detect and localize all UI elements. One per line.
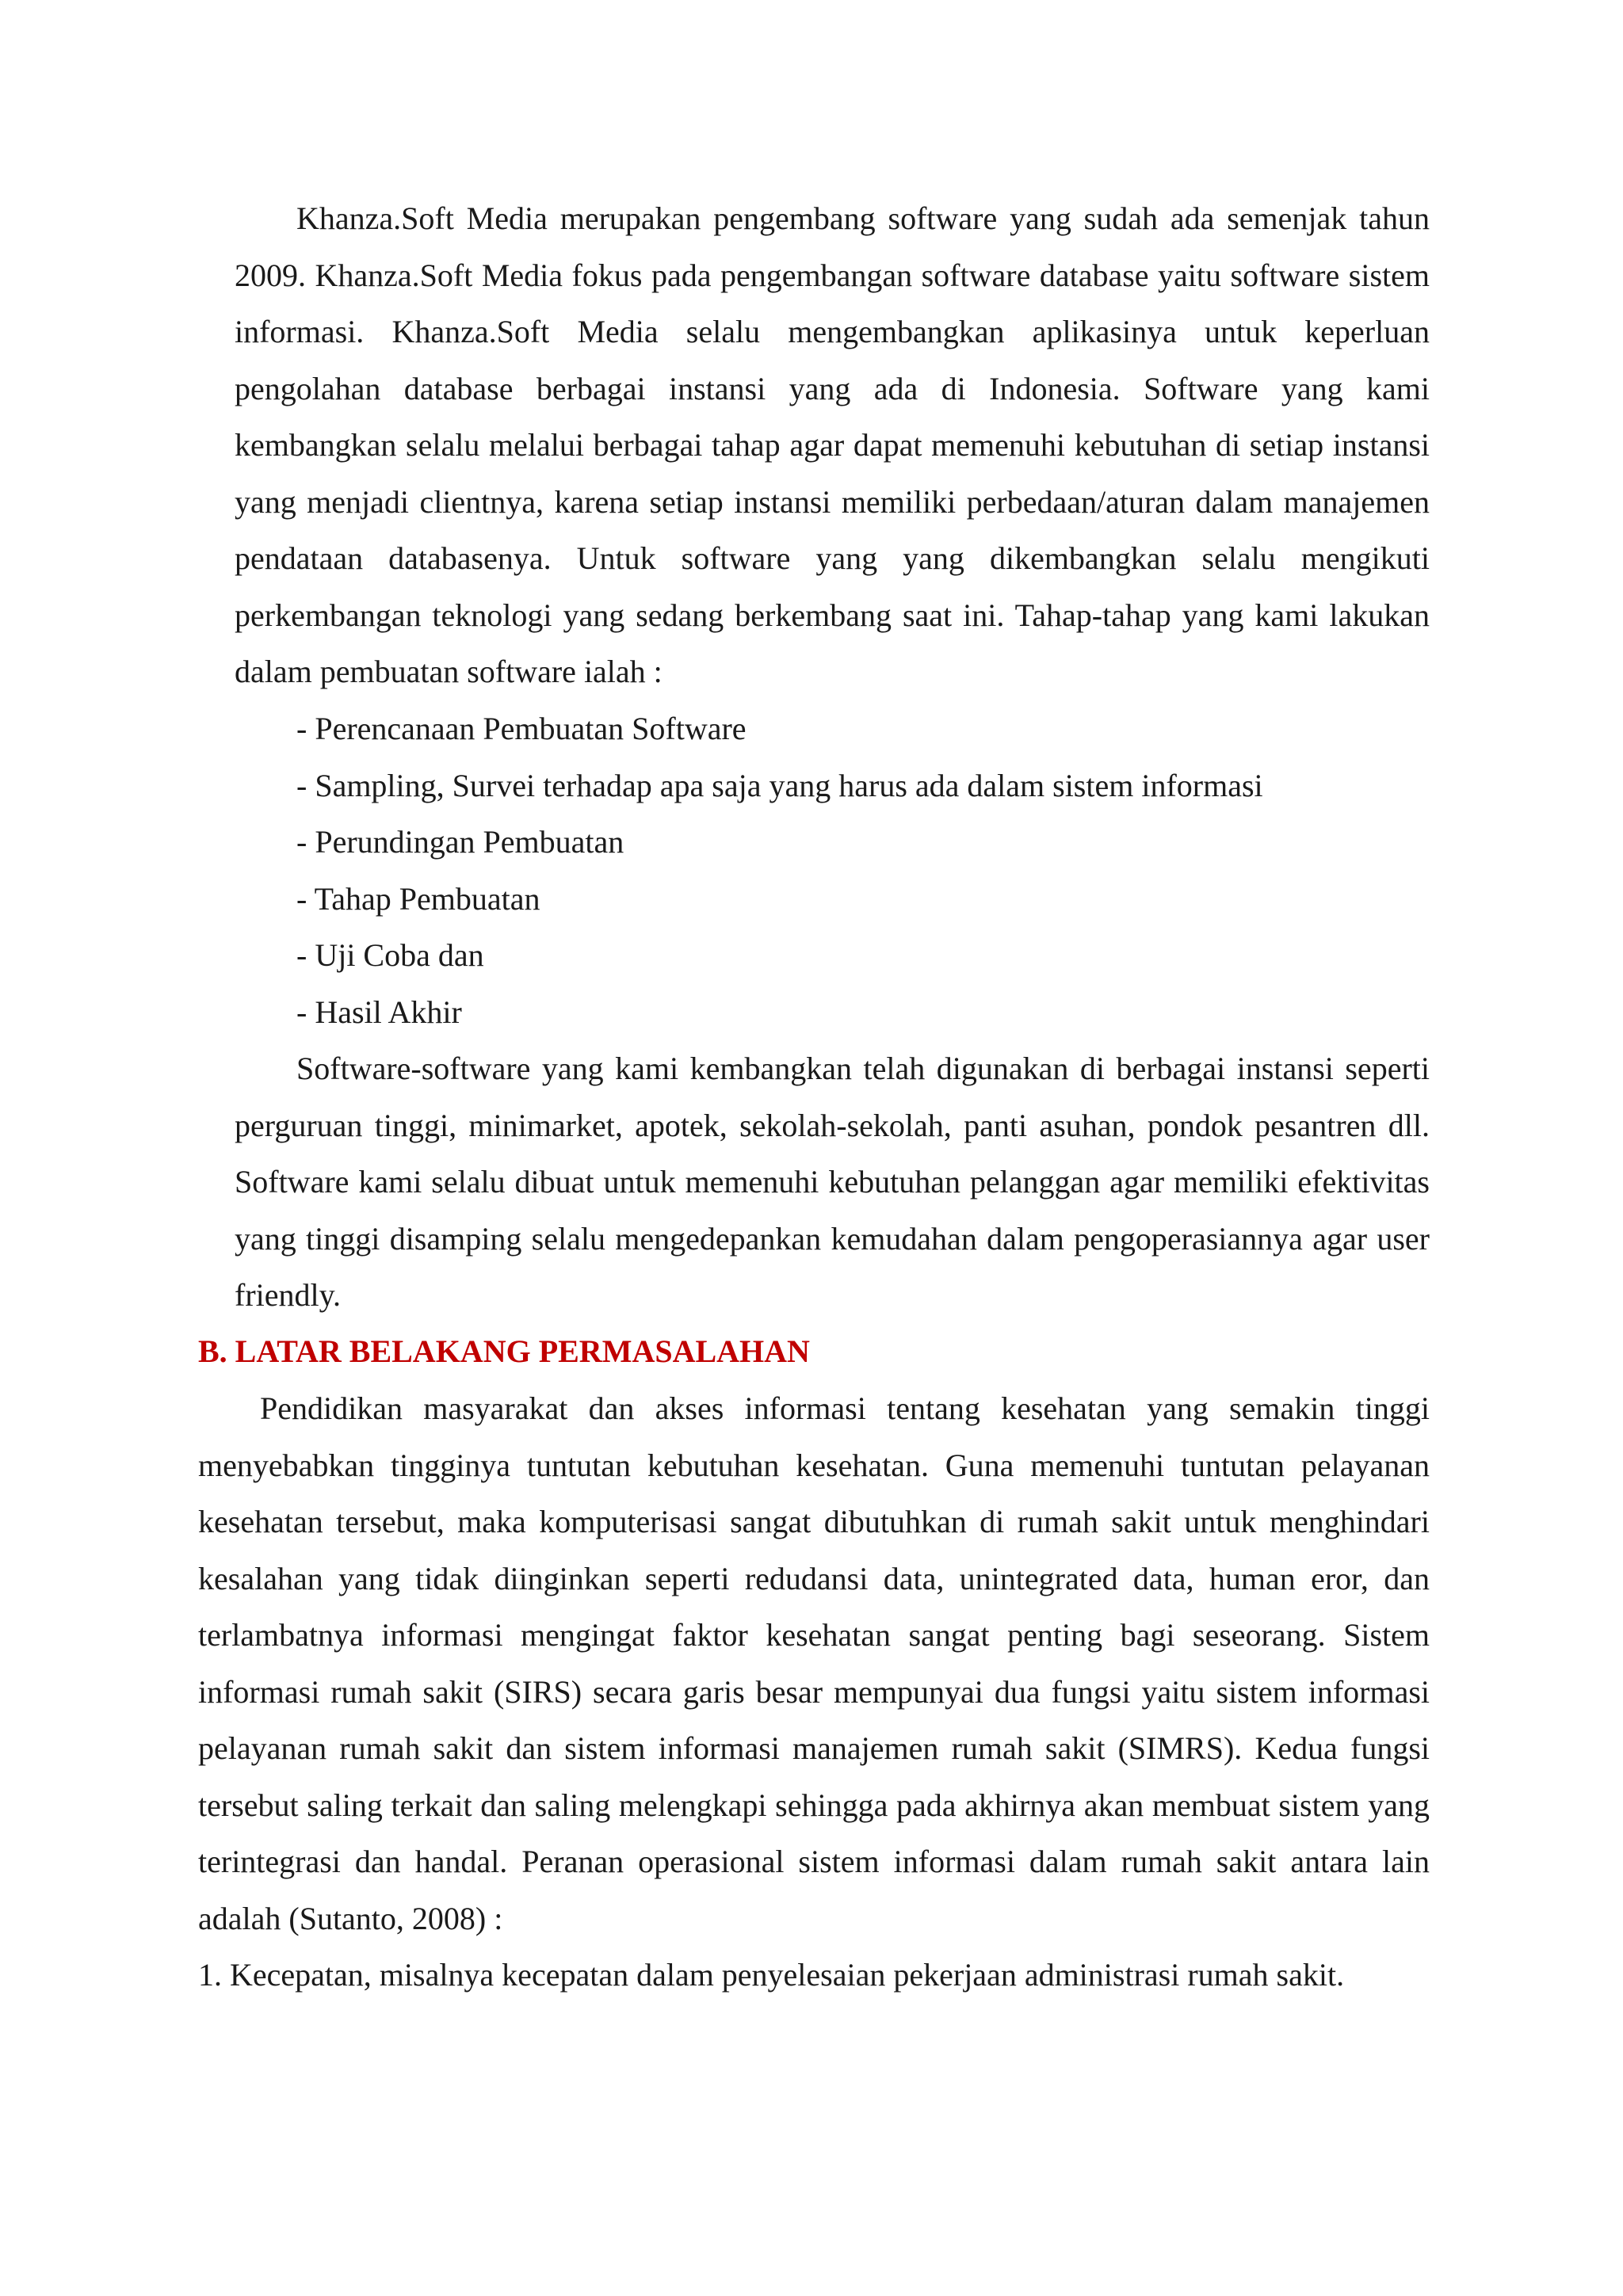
numbered-item: 1. Kecepatan, misalnya kecepatan dalam penyelesaian pekerjaan administrasi rumah sakit.	[198, 1957, 1345, 1993]
list-item: - Sampling, Survei terhadap apa saja yang harus ada dalam sistem informasi	[296, 767, 1263, 803]
list-item: - Perundingan Pembuatan	[296, 824, 624, 860]
background-paragraph: Pendidikan masyarakat dan akses informasi tentang kesehatan yang semakin tinggi menyebabkan tingginya tuntutan kebutuhan kesehatan. Guna memenuhi tuntutan pelayanan kesehatan tersebut, maka komputerisasi sangat dibutuhkan di rumah sakit untuk menghindari kesalahan yang tidak diinginkan seperti redudansi data, unintegrated data, human eror, dan terlambatnya informasi mengingat faktor kesehatan sangat penting bagi seseorang. Sistem informasi rumah sakit (SIRS) secara garis besar mempunyai dua fungsi yaitu sistem informasi pelayanan rumah sakit dan sistem informasi manajemen rumah sakit (SIMRS). Kedua fungsi tersebut saling terkait dan saling melengkapi sehingga pada akhirnya akan membuat sistem yang terintegrasi dan handal. Peranan operasional sistem informasi dalam rumah sakit antara lain adalah (Sutanto, 2008) :	[198, 1390, 1430, 1936]
list-item: - Perencanaan Pembuatan Software	[296, 711, 747, 746]
section-heading: B. LATAR BELAKANG PERMASALAHAN	[198, 1333, 810, 1369]
list-item: - Uji Coba dan	[296, 937, 484, 973]
list-item: - Tahap Pembuatan	[296, 880, 540, 917]
steps-list	[296, 700, 1263, 1040]
after-list-paragraph: Software-software yang kami kembangkan telah digunakan di berbagai instansi seperti perguruan tinggi, minimarket, apotek, sekolah-sekolah, panti asuhan, pondok pesantren dll. Software kami selalu dibuat untuk memenuhi kebutuhan pelanggan agar memiliki efektivitas yang tinggi disamping selalu mengedepankan kemudahan dalam pengoperasiannya agar user friendly.	[235, 1051, 1430, 1313]
intro-paragraph: Khanza.Soft Media merupakan pengembang software yang sudah ada semenjak tahun 2009. Khanza.Soft Media fokus pada pengembangan software database yaitu software sistem informasi. Khanza.Soft Media selalu mengembangkan aplikasinya untuk keperluan pengolahan database berbagai instansi yang ada di Indonesia. Software yang kami kembangkan selalu melalui berbagai tahap agar dapat memenuhi kebutuhan di setiap instansi yang menjadi clientnya, karena setiap instansi memiliki perbedaan/aturan dalam manajemen pendataan databasenya. Untuk software yang yang dikembangkan selalu mengikuti perkembangan teknologi yang sedang berkembang saat ini. Tahap-tahap yang kami lakukan dalam pembuatan software ialah :	[235, 200, 1430, 689]
list-item: - Hasil Akhir	[296, 994, 462, 1030]
